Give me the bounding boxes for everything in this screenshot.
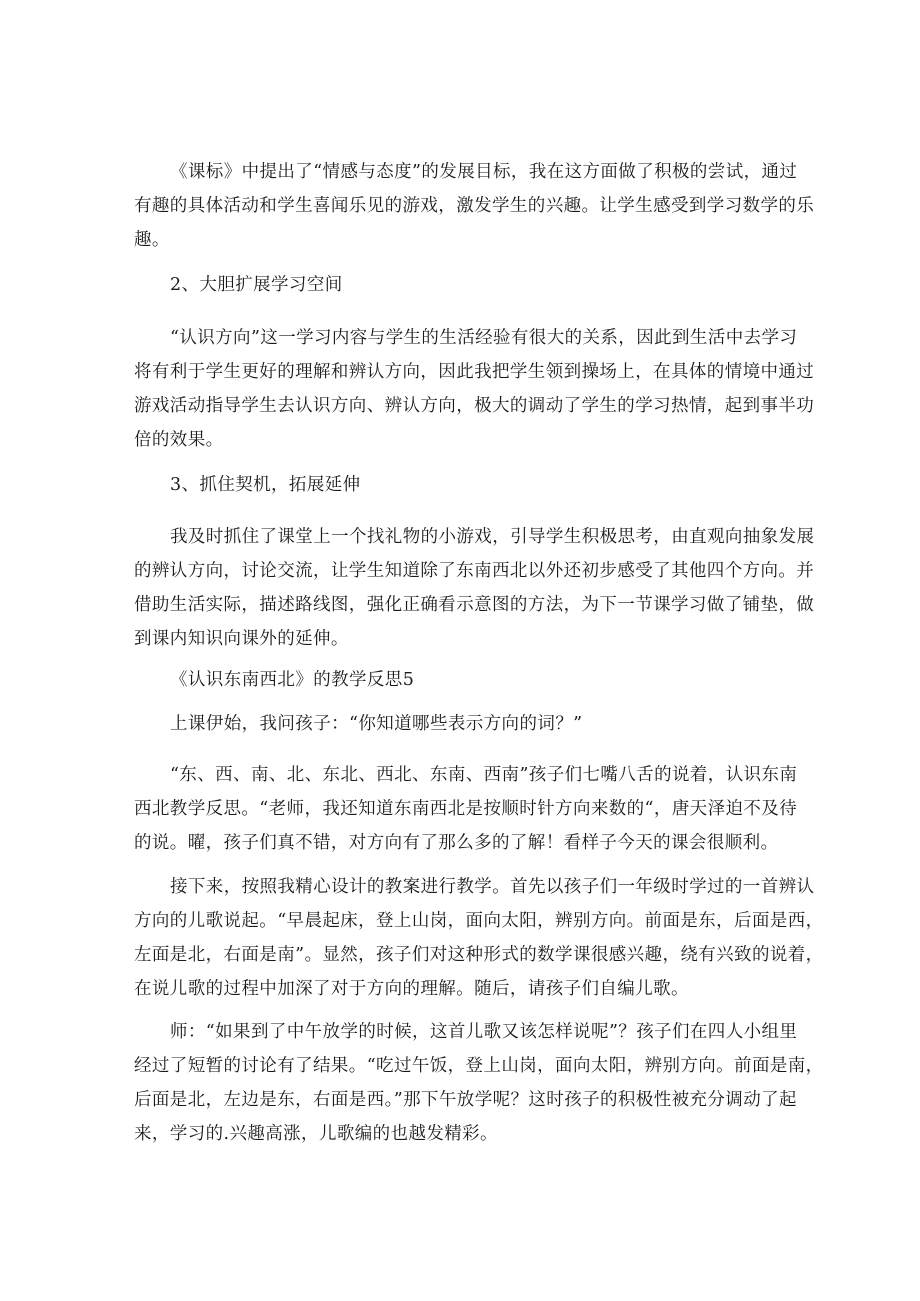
paragraph-line: 来，学习的.兴趣高涨，儿歌编的也越发精彩。 — [134, 1124, 498, 1144]
paragraph-line: 方向的儿歌说起。“早晨起床，登上山岗，面向太阳，辨别方向。前面是东，后面是西， — [134, 911, 824, 931]
paragraph-opportunity — [134, 520, 815, 656]
section-title: 《认识东南西北》的教学反思5 — [170, 670, 415, 690]
paragraph-line: 《课标》中提出了“情感与态度”的发展目标，我在这方面做了积极的尝试，通过 — [170, 162, 798, 182]
paragraph-line: 到课内知识向课外的延伸。 — [134, 629, 349, 649]
paragraph-line: 借助生活实际，描述路线图，强化正确看示意图的方法，为下一节课学习做了铺垫，做 — [134, 595, 815, 615]
paragraph-opening-question: 上课伊始，我问孩子：“你知道哪些表示方向的词？” — [170, 714, 583, 734]
paragraph-line: 师：“如果到了中午放学的时候，这首儿歌又该怎样说呢”？孩子们在四人小组里 — [170, 1022, 798, 1042]
paragraph-line: “认识方向”这一学习内容与学生的生活经验有很大的关系，因此到生活中去学习 — [170, 328, 798, 348]
section-heading-2: 2、大胆扩展学习空间 — [170, 275, 343, 295]
paragraph-learning-space — [134, 321, 815, 457]
paragraph-line: 我及时抓住了课堂上一个找礼物的小游戏，引导学生积极思考，由直观向抽象发展 — [170, 527, 815, 547]
paragraph-line: 西北教学反思。“老师，我还知道东南西北是按顺时针方向来数的“，唐天泽迫不及待 — [134, 799, 798, 819]
paragraph-goals — [134, 155, 815, 257]
paragraph-line: 的说。曜，孩子们真不错，对方向有了那么多的了解！看样子今天的课会很顺利。 — [134, 833, 779, 853]
paragraph-line: 后面是北，左边是东，右面是西。”那下午放学呢？这时孩子的积极性被充分调动了起 — [134, 1090, 797, 1110]
paragraph-line: 有趣的具体活动和学生喜闻乐见的游戏，激发学生的兴趣。让学生感受到学习数学的乐 — [134, 196, 815, 216]
paragraph-children-answers — [134, 758, 798, 860]
paragraph-line: 倍的效果。 — [134, 430, 224, 450]
paragraph-line: 趣。 — [134, 230, 170, 250]
paragraph-teacher-question — [134, 1015, 824, 1151]
paragraph-line: 的辨认方向，讨论交流，让学生知道除了东南西北以外还初步感受了其他四个方向。并 — [134, 561, 815, 581]
paragraph-line: 左面是北，右面是南”。显然，孩子们对这种形式的数学课很感兴趣，绕有兴致的说着， — [134, 945, 824, 965]
paragraph-line: “东、西、南、北、东北、西北、东南、西南”孩子们七嘴八舌的说着，认识东南 — [170, 765, 798, 785]
paragraph-line: 在说儿歌的过程中加深了对于方向的理解。随后，请孩子们自编儿歌。 — [134, 979, 689, 999]
section-heading-3: 3、抓住契机，拓展延伸 — [170, 475, 361, 495]
paragraph-line: 接下来，按照我精心设计的教案进行教学。首先以孩子们一年级时学过的一首辨认 — [170, 877, 815, 897]
paragraph-line: 游戏活动指导学生去认识方向、辨认方向，极大的调动了学生的学习热情，起到事半功 — [134, 396, 815, 416]
paragraph-line: 将有利于学生更好的理解和辨认方向，因此我把学生领到操场上，在具体的情境中通过 — [134, 362, 815, 382]
paragraph-line: 经过了短暂的讨论有了结果。“吃过午饭，登上山岗，面向太阳，辨别方向。前面是南， — [134, 1056, 824, 1076]
paragraph-lesson-plan — [134, 870, 824, 1006]
